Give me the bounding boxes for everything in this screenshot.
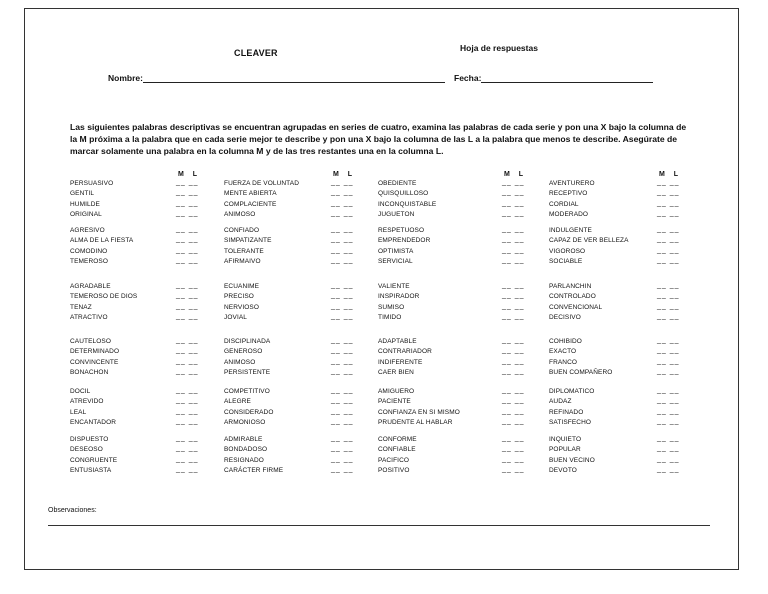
descriptor-word: COHIBIDO <box>549 338 582 345</box>
ml-answer-blanks[interactable]: __ __ <box>657 189 680 197</box>
descriptor-word: CONFIANZA EN SI MISMO <box>378 408 460 416</box>
ml-answer-blanks[interactable]: __ __ <box>502 209 525 217</box>
ml-answer-blanks[interactable]: __ __ <box>176 189 199 197</box>
ml-answer-blanks[interactable]: __ __ <box>331 455 354 463</box>
descriptor-word: INDIFERENTE <box>378 358 423 366</box>
date-field[interactable] <box>454 73 653 83</box>
descriptor-word: BONACHON <box>70 368 109 376</box>
descriptor-word: BUEN COMPAÑERO <box>549 368 613 376</box>
ml-answer-blanks[interactable]: __ __ <box>176 417 199 425</box>
ml-answer-blanks[interactable]: __ __ <box>176 236 199 244</box>
descriptor-word: MODERADO <box>549 210 589 218</box>
ml-answer-blanks[interactable]: __ __ <box>502 417 525 425</box>
descriptor-word: PERSUASIVO <box>70 180 114 187</box>
ml-answer-blanks[interactable]: __ __ <box>502 407 525 415</box>
ml-answer-blanks[interactable]: __ __ <box>502 189 525 197</box>
ml-answer-blanks[interactable]: __ __ <box>176 357 199 365</box>
descriptor-word: PRECISO <box>224 293 254 301</box>
descriptor-word: CONVINCENTE <box>70 358 119 366</box>
descriptor-word: FRANCO <box>549 358 578 366</box>
descriptor-word: FUERZA DE VOLUNTAD <box>224 180 299 187</box>
ml-answer-blanks[interactable]: __ __ <box>176 337 199 344</box>
ml-answer-blanks[interactable]: __ __ <box>657 179 680 186</box>
ml-answer-blanks[interactable]: __ __ <box>502 337 525 344</box>
ml-answer-blanks[interactable]: __ __ <box>331 226 354 233</box>
ml-answer-blanks[interactable]: __ __ <box>657 256 680 264</box>
ml-column-header: M L <box>659 171 679 178</box>
descriptor-word: CONFORME <box>378 436 417 443</box>
ml-answer-blanks[interactable]: __ __ <box>657 312 680 320</box>
ml-column-header: M L <box>504 171 524 178</box>
ml-answer-blanks[interactable]: __ __ <box>176 226 199 233</box>
ml-answer-blanks[interactable]: __ __ <box>502 445 525 453</box>
ml-answer-blanks[interactable]: __ __ <box>502 302 525 310</box>
ml-answer-blanks[interactable]: __ __ <box>176 302 199 310</box>
descriptor-word: EXACTO <box>549 348 577 356</box>
descriptor-word: INQUIETO <box>549 436 582 443</box>
ml-answer-blanks[interactable]: __ __ <box>657 302 680 310</box>
ml-answer-blanks[interactable]: __ __ <box>657 435 680 442</box>
ml-answer-blanks[interactable]: __ __ <box>502 179 525 186</box>
ml-answer-blanks[interactable]: __ __ <box>657 347 680 355</box>
descriptor-word: TEMEROSO DE DIOS <box>70 293 138 301</box>
ml-answer-blanks[interactable]: __ __ <box>331 236 354 244</box>
descriptor-word: PARLANCHIN <box>549 283 592 290</box>
descriptor-word: OPTIMISTA <box>378 247 414 255</box>
ml-answer-blanks[interactable]: __ __ <box>657 445 680 453</box>
descriptor-word: POPULAR <box>549 446 581 454</box>
ml-answer-blanks[interactable]: __ __ <box>331 209 354 217</box>
ml-answer-blanks[interactable]: __ __ <box>176 347 199 355</box>
ml-answer-blanks[interactable]: __ __ <box>657 417 680 425</box>
ml-answer-blanks[interactable]: __ __ <box>502 226 525 233</box>
ml-answer-blanks[interactable]: __ __ <box>657 199 680 207</box>
ml-answer-blanks[interactable]: __ __ <box>331 199 354 207</box>
ml-answer-blanks[interactable]: __ __ <box>176 367 199 375</box>
descriptor-word: DOCIL <box>70 388 91 395</box>
descriptor-word: RESPETUOSO <box>378 227 425 234</box>
ml-answer-blanks[interactable]: __ __ <box>331 246 354 254</box>
ml-column-header: M L <box>333 171 353 178</box>
descriptor-word: INSPIRADOR <box>378 293 420 301</box>
ml-answer-blanks[interactable]: __ __ <box>502 357 525 365</box>
descriptor-word: CONGRUENTE <box>70 456 118 464</box>
ml-answer-blanks[interactable]: __ __ <box>176 435 199 442</box>
descriptor-word: SUMISO <box>378 303 405 311</box>
ml-answer-blanks[interactable]: __ __ <box>331 387 354 394</box>
descriptor-word: AFIRMAIVO <box>224 257 261 265</box>
date-line[interactable] <box>481 73 653 83</box>
date-label: Fecha: <box>454 73 482 83</box>
ml-answer-blanks[interactable]: __ __ <box>502 387 525 394</box>
ml-answer-blanks[interactable]: __ __ <box>331 445 354 453</box>
descriptor-word: CONTROLADO <box>549 293 596 301</box>
descriptor-word: PERSISTENTE <box>224 368 271 376</box>
ml-answer-blanks[interactable]: __ __ <box>657 292 680 300</box>
form-title: CLEAVER <box>234 48 278 58</box>
ml-answer-blanks[interactable]: __ __ <box>502 236 525 244</box>
descriptor-word: SIMPATIZANTE <box>224 237 272 245</box>
descriptor-word: AGRADABLE <box>70 283 111 290</box>
ml-answer-blanks[interactable]: __ __ <box>657 397 680 405</box>
descriptor-word: CONVENCIONAL <box>549 303 603 311</box>
descriptor-word: POSITIVO <box>378 466 410 474</box>
descriptor-word: PACIENTE <box>378 398 411 406</box>
observations-label: Observaciones: <box>48 507 97 514</box>
descriptor-word: PACIFICO <box>378 456 410 464</box>
descriptor-word: ANIMOSO <box>224 210 256 218</box>
descriptor-word: ANIMOSO <box>224 358 256 366</box>
ml-answer-blanks[interactable]: __ __ <box>331 256 354 264</box>
descriptor-word: VIGOROSO <box>549 247 586 255</box>
ml-answer-blanks[interactable]: __ __ <box>331 407 354 415</box>
ml-answer-blanks[interactable]: __ __ <box>502 199 525 207</box>
ml-answer-blanks[interactable]: __ __ <box>176 397 199 405</box>
descriptor-word: AMIGUERO <box>378 388 415 395</box>
ml-answer-blanks[interactable]: __ __ <box>331 357 354 365</box>
ml-answer-blanks[interactable]: __ __ <box>502 246 525 254</box>
descriptor-word: COMPETITIVO <box>224 388 270 395</box>
ml-answer-blanks[interactable]: __ __ <box>176 455 199 463</box>
ml-answer-blanks[interactable]: __ __ <box>657 465 680 473</box>
ml-answer-blanks[interactable]: __ __ <box>176 282 199 289</box>
ml-answer-blanks[interactable]: __ __ <box>176 179 199 186</box>
ml-column-header: M L <box>178 171 198 178</box>
name-line[interactable] <box>143 73 445 83</box>
descriptor-word: RECEPTIVO <box>549 190 588 198</box>
descriptor-word: ATREVIDO <box>70 398 104 406</box>
ml-answer-blanks[interactable]: __ __ <box>176 445 199 453</box>
descriptor-word: RESIGNADO <box>224 456 264 464</box>
ml-answer-blanks[interactable]: __ __ <box>331 189 354 197</box>
name-label: Nombre: <box>108 73 143 83</box>
descriptor-word: CAER BIEN <box>378 368 414 376</box>
ml-answer-blanks[interactable]: __ __ <box>502 292 525 300</box>
form-subtitle: Hoja de respuestas <box>460 43 538 53</box>
descriptor-word: ENTUSIASTA <box>70 466 112 474</box>
descriptor-word: COMODINO <box>70 247 108 255</box>
descriptor-word: SERVICIAL <box>378 257 413 265</box>
instructions-text: Las siguientes palabras descriptivas se encuentran agrupadas en series de cuatro, examina las palabras de cada serie y pon una X bajo la columna de la M próxima a la palabra que en cada serie mejor te describe y pon una X bajo la columna de las L a la palabra que menos te describe. Asegúrate de marcar solamente una palabra en la columna M y de las tres restantes una en la columna L. <box>70 122 687 156</box>
descriptor-word: INCONQUISTABLE <box>378 200 437 208</box>
descriptor-word: DESEOSO <box>70 446 103 454</box>
observations-line[interactable] <box>48 525 710 526</box>
ml-answer-blanks[interactable]: __ __ <box>657 455 680 463</box>
ml-answer-blanks[interactable]: __ __ <box>502 312 525 320</box>
ml-answer-blanks[interactable]: __ __ <box>502 282 525 289</box>
descriptor-word: CAUTELOSO <box>70 338 111 345</box>
ml-answer-blanks[interactable]: __ __ <box>176 209 199 217</box>
descriptor-word: AUDAZ <box>549 398 572 406</box>
descriptor-word: DISCIPLINADA <box>224 338 271 345</box>
ml-answer-blanks[interactable]: __ __ <box>657 337 680 344</box>
descriptor-word: QUISQUILLOSO <box>378 190 429 198</box>
descriptor-word: COMPLACIENTE <box>224 200 277 208</box>
descriptor-word: GENTIL <box>70 190 95 198</box>
ml-answer-blanks[interactable]: __ __ <box>331 435 354 442</box>
ml-answer-blanks[interactable]: __ __ <box>502 435 525 442</box>
ml-answer-blanks[interactable]: __ __ <box>331 179 354 186</box>
descriptor-word: MENTE ABIERTA <box>224 190 277 198</box>
ml-answer-blanks[interactable]: __ __ <box>331 282 354 289</box>
descriptor-word: PRUDENTE AL HABLAR <box>378 418 453 426</box>
descriptor-word: ADMIRABLE <box>224 436 263 443</box>
ml-answer-blanks[interactable]: __ __ <box>502 256 525 264</box>
ml-answer-blanks[interactable]: __ __ <box>331 302 354 310</box>
descriptor-word: SATISFECHO <box>549 418 592 426</box>
descriptor-word: ORIGINAL <box>70 210 102 218</box>
descriptor-word: OBEDIENTE <box>378 180 417 187</box>
descriptor-word: NERVIOSO <box>224 303 259 311</box>
ml-answer-blanks[interactable]: __ __ <box>331 292 354 300</box>
descriptor-word: DEVOTO <box>549 466 577 474</box>
ml-answer-blanks[interactable]: __ __ <box>657 226 680 233</box>
ml-answer-blanks[interactable]: __ __ <box>657 209 680 217</box>
ml-answer-blanks[interactable]: __ __ <box>331 312 354 320</box>
descriptor-word: ALEGRE <box>224 398 251 406</box>
ml-answer-blanks[interactable]: __ __ <box>331 367 354 375</box>
descriptor-word: DECISIVO <box>549 313 581 321</box>
descriptor-word: BONDADOSO <box>224 446 268 454</box>
descriptor-word: ARMONIOSO <box>224 418 266 426</box>
descriptor-word: HUMILDE <box>70 200 100 208</box>
ml-answer-blanks[interactable]: __ __ <box>331 417 354 425</box>
ml-answer-blanks[interactable]: __ __ <box>657 357 680 365</box>
ml-answer-blanks[interactable]: __ __ <box>657 387 680 394</box>
ml-answer-blanks[interactable]: __ __ <box>657 282 680 289</box>
descriptor-word: CARÁCTER FIRME <box>224 466 284 474</box>
descriptor-word: EMPRENDEDOR <box>378 237 431 245</box>
ml-answer-blanks[interactable]: __ __ <box>176 292 199 300</box>
descriptor-word: JOVIAL <box>224 313 247 321</box>
descriptor-word: CORDIAL <box>549 200 579 208</box>
ml-answer-blanks[interactable]: __ __ <box>176 465 199 473</box>
descriptor-word: SOCIABLE <box>549 257 583 265</box>
descriptor-word: VALIENTE <box>378 283 410 290</box>
descriptor-word: CAPAZ DE VER BELLEZA <box>549 237 629 245</box>
descriptor-word: BUEN VECINO <box>549 456 595 464</box>
descriptor-word: GENEROSO <box>224 348 263 356</box>
ml-answer-blanks[interactable]: __ __ <box>331 397 354 405</box>
ml-answer-blanks[interactable]: __ __ <box>657 367 680 375</box>
descriptor-word: TENAZ <box>70 303 92 311</box>
descriptor-word: ATRACTIVO <box>70 313 108 321</box>
descriptor-word: TOLERANTE <box>224 247 264 255</box>
descriptor-word: INDULGENTE <box>549 227 592 234</box>
ml-answer-blanks[interactable]: __ __ <box>331 465 354 473</box>
descriptor-word: ALMA DE LA FIESTA <box>70 237 134 245</box>
ml-answer-blanks[interactable]: __ __ <box>176 387 199 394</box>
descriptor-word: LEAL <box>70 408 87 416</box>
descriptor-word: REFINADO <box>549 408 584 416</box>
descriptor-word: ADAPTABLE <box>378 338 417 345</box>
ml-answer-blanks[interactable]: __ __ <box>657 236 680 244</box>
descriptor-word: CONTRARIADOR <box>378 348 432 356</box>
descriptor-word: DISPUESTO <box>70 436 109 443</box>
ml-answer-blanks[interactable]: __ __ <box>502 455 525 463</box>
ml-answer-blanks[interactable]: __ __ <box>176 246 199 254</box>
descriptor-word: JUGUETON <box>378 210 415 218</box>
descriptor-word: DIPLOMATICO <box>549 388 595 395</box>
descriptor-word: ECUANIME <box>224 283 260 290</box>
descriptor-word: TEMEROSO <box>70 257 108 265</box>
ml-answer-blanks[interactable]: __ __ <box>176 199 199 207</box>
ml-answer-blanks[interactable]: __ __ <box>657 246 680 254</box>
descriptor-word: TIMIDO <box>378 313 402 321</box>
ml-answer-blanks[interactable]: __ __ <box>502 465 525 473</box>
name-field[interactable] <box>108 73 445 83</box>
descriptor-word: DETERMINADO <box>70 348 120 356</box>
ml-answer-blanks[interactable]: __ __ <box>331 337 354 344</box>
descriptor-word: CONFIADO <box>224 227 260 234</box>
descriptor-word: AGRESIVO <box>70 227 105 234</box>
descriptor-word: AVENTURERO <box>549 180 595 187</box>
ml-answer-blanks[interactable]: __ __ <box>502 347 525 355</box>
ml-answer-blanks[interactable]: __ __ <box>657 407 680 415</box>
ml-answer-blanks[interactable]: __ __ <box>176 312 199 320</box>
ml-answer-blanks[interactable]: __ __ <box>502 397 525 405</box>
ml-answer-blanks[interactable]: __ __ <box>176 407 199 415</box>
descriptor-word: ENCANTADOR <box>70 418 117 426</box>
ml-answer-blanks[interactable]: __ __ <box>502 367 525 375</box>
ml-answer-blanks[interactable]: __ __ <box>331 347 354 355</box>
descriptor-word: CONFIABLE <box>378 446 416 454</box>
descriptor-word: CONSIDERADO <box>224 408 274 416</box>
ml-answer-blanks[interactable]: __ __ <box>176 256 199 264</box>
